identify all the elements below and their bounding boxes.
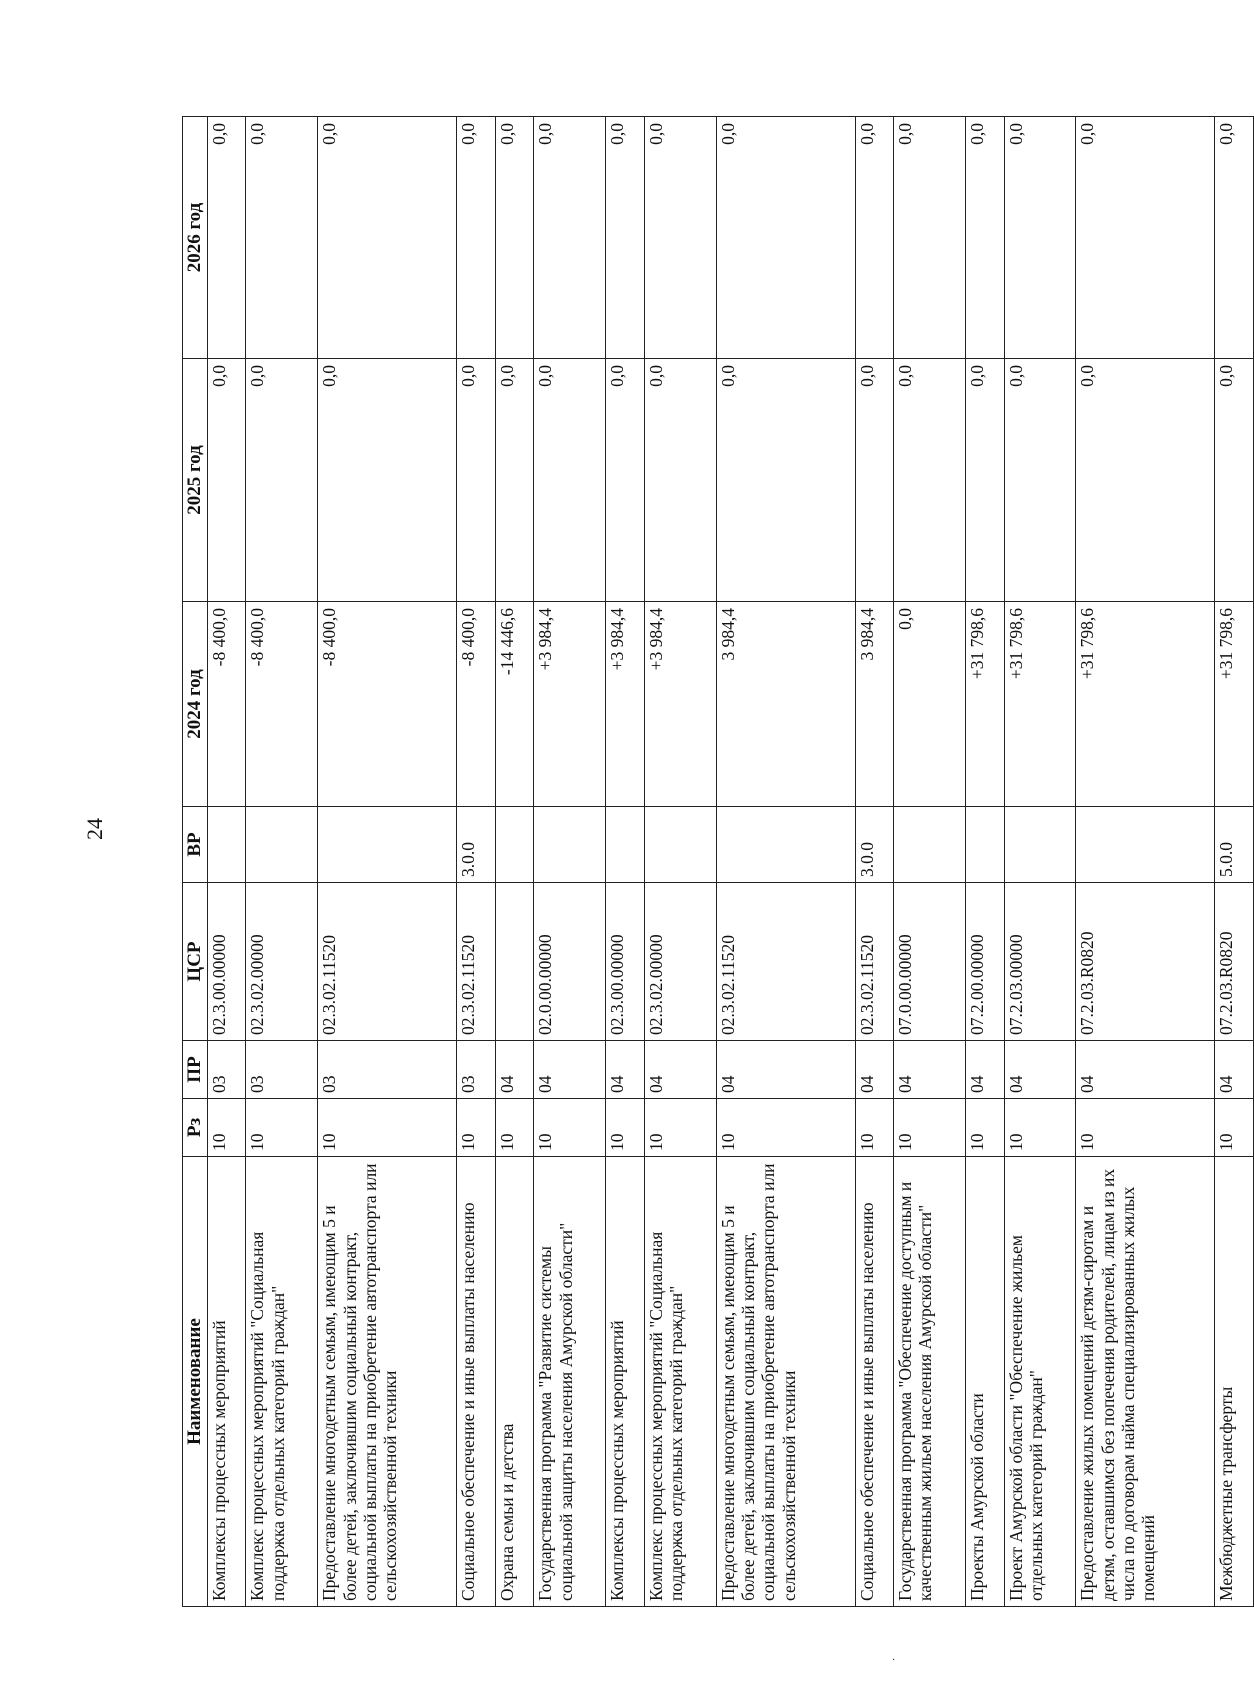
- cell-y2026: 0,0: [457, 117, 495, 359]
- table-row: [1215, 117, 1254, 1607]
- cell-y2025: 0,0: [246, 359, 318, 602]
- cell-y2024: +3 984,4: [644, 602, 716, 807]
- cell-csr: 02.3.02.11520: [716, 883, 855, 1041]
- cell-csr: 02.3.00.00000: [208, 883, 246, 1041]
- cell-vr: 3.0.0: [855, 807, 893, 883]
- cell-rz: 10: [894, 1099, 966, 1157]
- cell-pr: 04: [966, 1041, 1004, 1099]
- cell-pr: 03: [318, 1041, 457, 1099]
- cell-pr: 03: [246, 1041, 318, 1099]
- cell-y2024: -8 400,0: [318, 602, 457, 807]
- cell-csr: 02.3.02.11520: [318, 883, 457, 1041]
- cell-vr: [208, 807, 246, 883]
- cell-y2026: 0,0: [1004, 117, 1076, 359]
- cell-vr: [716, 807, 855, 883]
- cell-csr: 02.3.02.00000: [644, 883, 716, 1041]
- cell-y2025: 0,0: [966, 359, 1004, 602]
- cell-pr: 03: [208, 1041, 246, 1099]
- cell-pr: 04: [534, 1041, 606, 1099]
- cell-y2026: 0,0: [534, 117, 606, 359]
- cell-csr: 07.2.03.00000: [1004, 883, 1076, 1041]
- cell-y2024: -8 400,0: [246, 602, 318, 807]
- cell-vr: [534, 807, 606, 883]
- cell-name: Государственная программа "Развитие системы социальной защиты населения Амурской области": [534, 1157, 606, 1607]
- cell-name: Комплекс процессных мероприятий "Социальная поддержка отдельных категорий граждан": [246, 1157, 318, 1607]
- cell-csr: 02.3.02.11520: [457, 883, 495, 1041]
- cell-vr: [644, 807, 716, 883]
- cell-name: Предоставление многодетным семьям, имеющим 5 и более детей, заключившим социальный контракт, социальной выплаты на приобретение автотранспорта или сельскохозяйственной техники: [716, 1157, 855, 1607]
- cell-vr: [1076, 807, 1215, 883]
- cell-vr: 5.0.0: [1215, 807, 1254, 883]
- cell-pr: 04: [606, 1041, 644, 1099]
- cell-y2026: 0,0: [606, 117, 644, 359]
- cell-rz: 10: [208, 1099, 246, 1157]
- cell-y2025: 0,0: [495, 359, 533, 602]
- table-row: [457, 117, 495, 1607]
- cell-name: Проект Амурской области "Обеспечение жильем отдельных категорий граждан": [1004, 1157, 1076, 1607]
- cell-y2025: 0,0: [457, 359, 495, 602]
- cell-name: Социальное обеспечение и иные выплаты населению: [855, 1157, 893, 1607]
- cell-vr: [606, 807, 644, 883]
- cell-y2024: 3 984,4: [716, 602, 855, 807]
- cell-name: Межбюджетные трансферты: [1215, 1157, 1254, 1607]
- rotated-table-container: [182, 117, 1254, 1607]
- cell-name: Проекты Амурской области: [966, 1157, 1004, 1607]
- col-header-vr: ВР: [183, 807, 208, 883]
- cell-y2024: +3 984,4: [606, 602, 644, 807]
- cell-y2024: +31 798,6: [1004, 602, 1076, 807]
- cell-vr: [495, 807, 533, 883]
- scan-artifact-dot: ·: [892, 1655, 896, 1666]
- col-header-pr: ПР: [183, 1041, 208, 1099]
- cell-y2024: -8 400,0: [457, 602, 495, 807]
- cell-rz: 10: [318, 1099, 457, 1157]
- cell-y2025: 0,0: [1215, 359, 1254, 602]
- table-row: [208, 117, 246, 1607]
- table-row: [966, 117, 1004, 1607]
- table-row: [246, 117, 318, 1607]
- cell-pr: 04: [1004, 1041, 1076, 1099]
- col-header-2024: 2024 год: [183, 602, 208, 807]
- cell-y2025: 0,0: [208, 359, 246, 602]
- table-row: [716, 117, 855, 1607]
- cell-y2025: 0,0: [1004, 359, 1076, 602]
- cell-pr: 03: [457, 1041, 495, 1099]
- cell-csr: [495, 883, 533, 1041]
- cell-y2024: 0,0: [894, 602, 966, 807]
- cell-pr: 04: [644, 1041, 716, 1099]
- cell-name: Комплексы процессных мероприятий: [606, 1157, 644, 1607]
- cell-rz: 10: [246, 1099, 318, 1157]
- cell-vr: [894, 807, 966, 883]
- cell-csr: 02.3.00.00000: [606, 883, 644, 1041]
- cell-rz: 10: [457, 1099, 495, 1157]
- col-header-rz: Рз: [183, 1099, 208, 1157]
- table-row: [318, 117, 457, 1607]
- col-header-2026: 2026 год: [183, 117, 208, 359]
- cell-y2024: +3 984,4: [534, 602, 606, 807]
- cell-rz: 10: [1004, 1099, 1076, 1157]
- cell-y2024: -14 446,6: [495, 602, 533, 807]
- cell-rz: 10: [644, 1099, 716, 1157]
- cell-name: Государственная программа "Обеспечение доступным и качественным жильем населения Амурской области": [894, 1157, 966, 1607]
- cell-pr: 04: [1076, 1041, 1215, 1099]
- cell-y2025: 0,0: [894, 359, 966, 602]
- cell-rz: 10: [1076, 1099, 1215, 1157]
- cell-csr: 07.0.00.00000: [894, 883, 966, 1041]
- cell-csr: 02.0.00.00000: [534, 883, 606, 1041]
- cell-vr: [1004, 807, 1076, 883]
- cell-name: Предоставление жилых помещений детям-сиротам и детям, оставшимся без попечения родителей, лицам из их числа по договорам найма специализированных жилых помещений: [1076, 1157, 1215, 1607]
- cell-csr: 07.2.03.R0820: [1215, 883, 1254, 1041]
- cell-y2026: 0,0: [318, 117, 457, 359]
- cell-y2026: 0,0: [246, 117, 318, 359]
- cell-y2024: 3 984,4: [855, 602, 893, 807]
- cell-y2026: 0,0: [1076, 117, 1215, 359]
- col-header-csr: ЦСР: [183, 883, 208, 1041]
- cell-name: Социальное обеспечение и иные выплаты населению: [457, 1157, 495, 1607]
- table-row: [1076, 117, 1215, 1607]
- cell-rz: 10: [534, 1099, 606, 1157]
- cell-vr: 3.0.0: [457, 807, 495, 883]
- cell-y2026: 0,0: [1215, 117, 1254, 359]
- cell-rz: 10: [606, 1099, 644, 1157]
- table-row: [644, 117, 716, 1607]
- table-row: [534, 117, 606, 1607]
- cell-name: Комплекс процессных мероприятий "Социальная поддержка отдельных категорий граждан": [644, 1157, 716, 1607]
- cell-y2026: 0,0: [716, 117, 855, 359]
- cell-y2025: 0,0: [534, 359, 606, 602]
- cell-y2024: +31 798,6: [1215, 602, 1254, 807]
- cell-vr: [966, 807, 1004, 883]
- cell-csr: 07.2.03.R0820: [1076, 883, 1215, 1041]
- cell-y2024: +31 798,6: [966, 602, 1004, 807]
- cell-pr: 04: [1215, 1041, 1254, 1099]
- table-row: [606, 117, 644, 1607]
- cell-y2026: 0,0: [855, 117, 893, 359]
- cell-pr: 04: [495, 1041, 533, 1099]
- cell-rz: 10: [716, 1099, 855, 1157]
- cell-y2026: 0,0: [644, 117, 716, 359]
- cell-rz: 10: [855, 1099, 893, 1157]
- cell-rz: 10: [495, 1099, 533, 1157]
- cell-y2026: 0,0: [495, 117, 533, 359]
- cell-y2025: 0,0: [606, 359, 644, 602]
- cell-rz: 10: [966, 1099, 1004, 1157]
- cell-y2024: +31 798,6: [1076, 602, 1215, 807]
- col-header-name: Наименование: [183, 1157, 208, 1607]
- cell-pr: 04: [855, 1041, 893, 1099]
- cell-y2025: 0,0: [644, 359, 716, 602]
- cell-y2024: -8 400,0: [208, 602, 246, 807]
- cell-csr: 02.3.02.11520: [855, 883, 893, 1041]
- cell-name: Комплексы процессных мероприятий: [208, 1157, 246, 1607]
- cell-name: Охрана семьи и детства: [495, 1157, 533, 1607]
- table-body: [208, 117, 1254, 1607]
- col-header-2025: 2025 год: [183, 359, 208, 602]
- cell-y2025: 0,0: [855, 359, 893, 602]
- table-header-row: [183, 117, 208, 1607]
- cell-vr: [318, 807, 457, 883]
- cell-pr: 04: [716, 1041, 855, 1099]
- table-row: [855, 117, 893, 1607]
- cell-y2026: 0,0: [208, 117, 246, 359]
- cell-csr: 07.2.00.00000: [966, 883, 1004, 1041]
- cell-y2026: 0,0: [894, 117, 966, 359]
- cell-pr: 04: [894, 1041, 966, 1099]
- table-row: [894, 117, 966, 1607]
- cell-csr: 02.3.02.00000: [246, 883, 318, 1041]
- budget-table: [182, 116, 1254, 1607]
- cell-y2026: 0,0: [966, 117, 1004, 359]
- cell-y2025: 0,0: [716, 359, 855, 602]
- cell-rz: 10: [1215, 1099, 1254, 1157]
- page-number: 24: [82, 818, 107, 840]
- cell-vr: [246, 807, 318, 883]
- table-row: [1004, 117, 1076, 1607]
- cell-y2025: 0,0: [318, 359, 457, 602]
- cell-y2025: 0,0: [1076, 359, 1215, 602]
- table-row: [495, 117, 533, 1607]
- cell-name: Предоставление многодетным семьям, имеющим 5 и более детей, заключившим социальный контракт, социальной выплаты на приобретение автотранспорта или сельскохозяйственной техники: [318, 1157, 457, 1607]
